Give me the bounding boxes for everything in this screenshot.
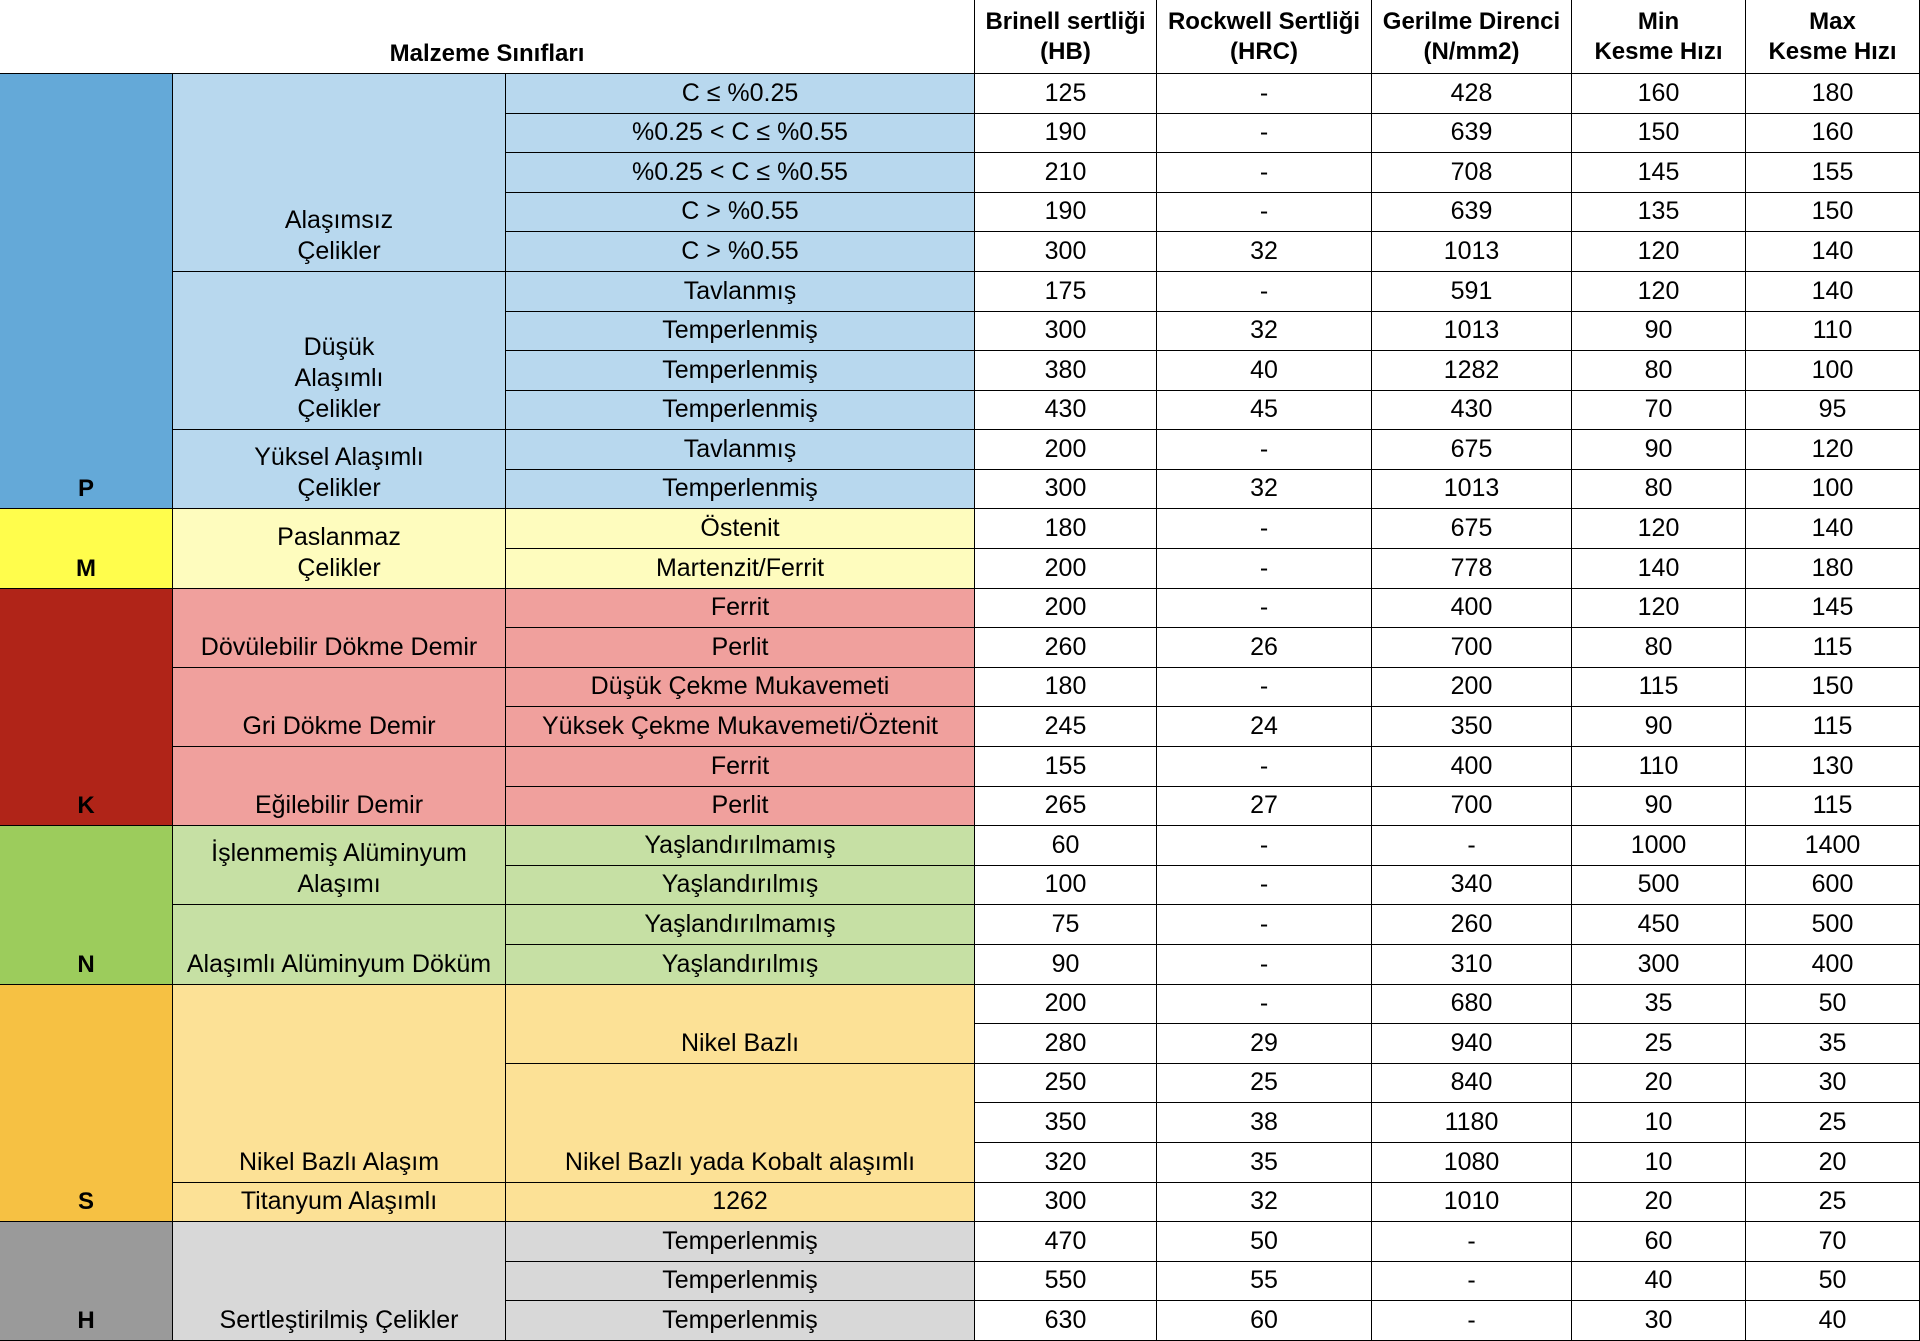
material-condition: 1262 [506,1183,975,1223]
max-speed-value: 180 [1746,549,1920,589]
min-speed-value: 20 [1572,1183,1746,1223]
material-subgroup: Gri Dökme Demir [173,668,506,747]
group-code-s: S [0,985,173,1223]
min-speed-value: 1000 [1572,826,1746,866]
brinell-value: 280 [975,1024,1157,1064]
tensile-value: 675 [1372,430,1572,470]
min-speed-value: 150 [1572,114,1746,154]
brinell-value: 155 [975,747,1157,787]
min-speed-value: 135 [1572,193,1746,233]
brinell-value: 200 [975,430,1157,470]
min-speed-value: 40 [1572,1262,1746,1302]
rockwell-value: 24 [1157,707,1372,747]
min-speed-value: 30 [1572,1301,1746,1341]
brinell-value: 190 [975,114,1157,154]
max-speed-value: 100 [1746,470,1920,510]
material-condition: Temperlenmiş [506,1262,975,1302]
max-speed-value: 35 [1746,1024,1920,1064]
tensile-value: 778 [1372,549,1572,589]
material-subgroup: Titanyum Alaşımlı [173,1183,506,1223]
brinell-value: 265 [975,787,1157,827]
brinell-value: 250 [975,1064,1157,1104]
min-speed-value: 60 [1572,1222,1746,1262]
min-speed-value: 80 [1572,351,1746,391]
max-speed-value: 150 [1746,193,1920,233]
min-speed-value: 90 [1572,787,1746,827]
tensile-value: 639 [1372,114,1572,154]
tensile-value: 700 [1372,787,1572,827]
brinell-value: 125 [975,74,1157,114]
max-speed-value: 150 [1746,668,1920,708]
brinell-value: 200 [975,589,1157,629]
brinell-value: 180 [975,668,1157,708]
material-subgroup: Dövülebilir Dökme Demir [173,589,506,668]
material-condition: Temperlenmiş [506,470,975,510]
rockwell-value: - [1157,866,1372,906]
min-speed-value: 140 [1572,549,1746,589]
rockwell-value: 60 [1157,1301,1372,1341]
tensile-value: 700 [1372,628,1572,668]
material-condition: Nikel Bazlı yada Kobalt alaşımlı [506,1064,975,1183]
tensile-value: 428 [1372,74,1572,114]
tensile-value: 400 [1372,747,1572,787]
material-condition: Düşük Çekme Mukavemeti [506,668,975,708]
material-condition: Temperlenmiş [506,351,975,391]
brinell-value: 430 [975,391,1157,431]
min-speed-value: 120 [1572,589,1746,629]
material-condition: Perlit [506,628,975,668]
material-condition: %0.25 < C ≤ %0.55 [506,114,975,154]
brinell-value: 550 [975,1262,1157,1302]
max-speed-value: 100 [1746,351,1920,391]
max-speed-value: 40 [1746,1301,1920,1341]
brinell-value: 300 [975,312,1157,352]
material-condition: C > %0.55 [506,193,975,233]
material-subgroup: Paslanmaz Çelikler [173,509,506,588]
material-subgroup: Alaşımsız Çelikler [173,74,506,272]
max-speed-value: 140 [1746,509,1920,549]
brinell-value: 630 [975,1301,1157,1341]
max-speed-value: 50 [1746,1262,1920,1302]
max-speed-value: 160 [1746,114,1920,154]
min-speed-value: 450 [1572,905,1746,945]
material-condition: Temperlenmiş [506,1301,975,1341]
tensile-value: 639 [1372,193,1572,233]
min-speed-value: 500 [1572,866,1746,906]
header-material-classes: Malzeme Sınıfları [0,0,975,74]
rockwell-value: 50 [1157,1222,1372,1262]
rockwell-value: - [1157,549,1372,589]
tensile-value: 591 [1372,272,1572,312]
tensile-value: 1013 [1372,312,1572,352]
group-code-m: M [0,509,173,588]
rockwell-value: - [1157,430,1372,470]
rockwell-value: - [1157,668,1372,708]
max-speed-value: 70 [1746,1222,1920,1262]
rockwell-value: - [1157,747,1372,787]
rockwell-value: - [1157,905,1372,945]
header-max-speed: Max Kesme Hızı [1746,0,1920,74]
min-speed-value: 35 [1572,985,1746,1025]
brinell-value: 300 [975,1183,1157,1223]
material-condition: C > %0.55 [506,232,975,272]
min-speed-value: 90 [1572,430,1746,470]
rockwell-value: - [1157,193,1372,233]
brinell-value: 350 [975,1103,1157,1143]
tensile-value: 260 [1372,905,1572,945]
material-subgroup: Düşük Alaşımlı Çelikler [173,272,506,430]
max-speed-value: 1400 [1746,826,1920,866]
material-condition: Nikel Bazlı [506,985,975,1064]
brinell-value: 380 [975,351,1157,391]
material-subgroup: Sertleştirilmiş Çelikler [173,1222,506,1341]
min-speed-value: 20 [1572,1064,1746,1104]
rockwell-value: 32 [1157,312,1372,352]
tensile-value: 708 [1372,153,1572,193]
max-speed-value: 600 [1746,866,1920,906]
group-code-n: N [0,826,173,984]
brinell-value: 200 [975,549,1157,589]
material-condition: Yaşlandırılmamış [506,905,975,945]
material-condition: Temperlenmiş [506,312,975,352]
min-speed-value: 90 [1572,707,1746,747]
material-condition: Perlit [506,787,975,827]
material-condition: Martenzit/Ferrit [506,549,975,589]
min-speed-value: 120 [1572,509,1746,549]
material-condition: C ≤ %0.25 [506,74,975,114]
max-speed-value: 140 [1746,272,1920,312]
rockwell-value: 32 [1157,1183,1372,1223]
brinell-value: 90 [975,945,1157,985]
min-speed-value: 120 [1572,272,1746,312]
min-speed-value: 300 [1572,945,1746,985]
tensile-value: 430 [1372,391,1572,431]
brinell-value: 260 [975,628,1157,668]
max-speed-value: 50 [1746,985,1920,1025]
rockwell-value: 35 [1157,1143,1372,1183]
max-speed-value: 20 [1746,1143,1920,1183]
material-condition: Östenit [506,509,975,549]
brinell-value: 245 [975,707,1157,747]
rockwell-value: - [1157,74,1372,114]
tensile-value: - [1372,1262,1572,1302]
material-condition: Tavlanmış [506,430,975,470]
rockwell-value: - [1157,589,1372,629]
rockwell-value: 40 [1157,351,1372,391]
rockwell-value: - [1157,114,1372,154]
min-speed-value: 80 [1572,628,1746,668]
brinell-value: 320 [975,1143,1157,1183]
brinell-value: 470 [975,1222,1157,1262]
min-speed-value: 10 [1572,1143,1746,1183]
max-speed-value: 30 [1746,1064,1920,1104]
max-speed-value: 500 [1746,905,1920,945]
material-condition: %0.25 < C ≤ %0.55 [506,153,975,193]
min-speed-value: 25 [1572,1024,1746,1064]
material-condition: Yaşlandırılmamış [506,826,975,866]
min-speed-value: 145 [1572,153,1746,193]
group-code-h: H [0,1222,173,1341]
max-speed-value: 25 [1746,1183,1920,1223]
min-speed-value: 110 [1572,747,1746,787]
tensile-value: - [1372,826,1572,866]
max-speed-value: 130 [1746,747,1920,787]
material-condition: Temperlenmiş [506,1222,975,1262]
tensile-value: 940 [1372,1024,1572,1064]
header-brinell: Brinell sertliği (HB) [975,0,1157,74]
rockwell-value: - [1157,826,1372,866]
min-speed-value: 80 [1572,470,1746,510]
rockwell-value: - [1157,985,1372,1025]
rockwell-value: 29 [1157,1024,1372,1064]
rockwell-value: - [1157,153,1372,193]
max-speed-value: 115 [1746,787,1920,827]
header-min-speed: Min Kesme Hızı [1572,0,1746,74]
min-speed-value: 10 [1572,1103,1746,1143]
tensile-value: - [1372,1222,1572,1262]
material-condition: Temperlenmiş [506,391,975,431]
group-code-k: K [0,589,173,827]
tensile-value: 1010 [1372,1183,1572,1223]
group-code-p: P [0,74,173,509]
tensile-value: 200 [1372,668,1572,708]
brinell-value: 300 [975,232,1157,272]
tensile-value: 1180 [1372,1103,1572,1143]
rockwell-value: 38 [1157,1103,1372,1143]
material-condition: Tavlanmış [506,272,975,312]
min-speed-value: 70 [1572,391,1746,431]
max-speed-value: 145 [1746,589,1920,629]
brinell-value: 190 [975,193,1157,233]
max-speed-value: 25 [1746,1103,1920,1143]
tensile-value: - [1372,1301,1572,1341]
rockwell-value: - [1157,509,1372,549]
tensile-value: 1013 [1372,232,1572,272]
tensile-value: 840 [1372,1064,1572,1104]
material-condition: Yüksek Çekme Mukavemeti/Öztenit [506,707,975,747]
brinell-value: 180 [975,509,1157,549]
tensile-value: 350 [1372,707,1572,747]
material-subgroup: Alaşımlı Alüminyum Döküm [173,905,506,984]
brinell-value: 175 [975,272,1157,312]
tensile-value: 680 [1372,985,1572,1025]
rockwell-value: 32 [1157,232,1372,272]
max-speed-value: 155 [1746,153,1920,193]
tensile-value: 1013 [1372,470,1572,510]
rockwell-value: 32 [1157,470,1372,510]
rockwell-value: 25 [1157,1064,1372,1104]
brinell-value: 200 [975,985,1157,1025]
min-speed-value: 115 [1572,668,1746,708]
rockwell-value: 26 [1157,628,1372,668]
tensile-value: 675 [1372,509,1572,549]
brinell-value: 100 [975,866,1157,906]
tensile-value: 340 [1372,866,1572,906]
brinell-value: 210 [975,153,1157,193]
brinell-value: 60 [975,826,1157,866]
material-condition: Yaşlandırılmış [506,866,975,906]
rockwell-value: - [1157,945,1372,985]
min-speed-value: 120 [1572,232,1746,272]
max-speed-value: 140 [1746,232,1920,272]
header-tensile: Gerilme Direnci (N/mm2) [1372,0,1572,74]
tensile-value: 400 [1372,589,1572,629]
max-speed-value: 400 [1746,945,1920,985]
tensile-value: 310 [1372,945,1572,985]
brinell-value: 75 [975,905,1157,945]
rockwell-value: 55 [1157,1262,1372,1302]
material-subgroup: Nikel Bazlı Alaşım [173,985,506,1183]
header-rockwell: Rockwell Sertliği (HRC) [1157,0,1372,74]
tensile-value: 1080 [1372,1143,1572,1183]
max-speed-value: 110 [1746,312,1920,352]
material-subgroup: Yüksel Alaşımlı Çelikler [173,430,506,509]
rockwell-value: 27 [1157,787,1372,827]
max-speed-value: 180 [1746,74,1920,114]
rockwell-value: 45 [1157,391,1372,431]
rockwell-value: - [1157,272,1372,312]
material-condition: Ferrit [506,589,975,629]
max-speed-value: 120 [1746,430,1920,470]
material-subgroup: İşlenmemiş Alüminyum Alaşımı [173,826,506,905]
max-speed-value: 115 [1746,707,1920,747]
tensile-value: 1282 [1372,351,1572,391]
brinell-value: 300 [975,470,1157,510]
min-speed-value: 90 [1572,312,1746,352]
material-condition: Ferrit [506,747,975,787]
min-speed-value: 160 [1572,74,1746,114]
max-speed-value: 115 [1746,628,1920,668]
material-condition: Yaşlandırılmış [506,945,975,985]
max-speed-value: 95 [1746,391,1920,431]
material-subgroup: Eğilebilir Demir [173,747,506,826]
